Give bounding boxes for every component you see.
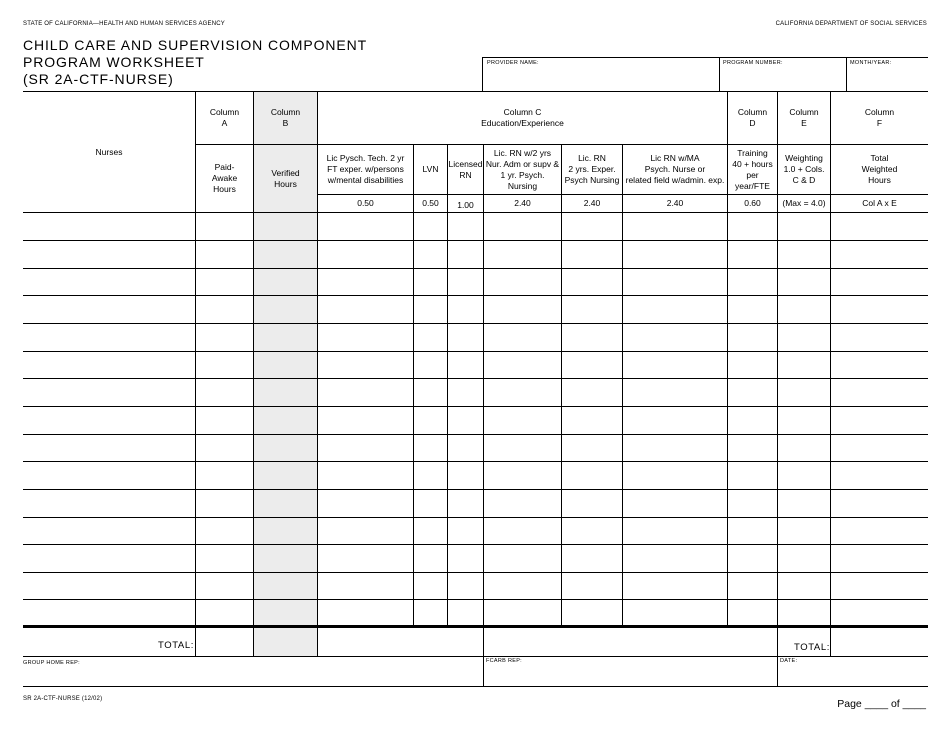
form-id: SR 2A-CTF-NURSE (12/02) xyxy=(23,696,103,702)
column-a-header: Column A xyxy=(209,107,240,128)
rn-psych-exper-header: Lic. RN 2 yrs. Exper. Psych Nursing xyxy=(564,153,620,185)
factor-lvn: 0.50 xyxy=(422,198,439,208)
factor-psych-tech: 0.50 xyxy=(357,198,374,208)
provider-name-field[interactable]: PROVIDER NAME: xyxy=(487,60,539,66)
program-number-field[interactable]: PROGRAM NUMBER: xyxy=(723,60,783,66)
paid-awake-hours-header: Paid- Awake Hours xyxy=(211,162,238,194)
agency-left: STATE OF CALIFORNIA—HEALTH AND HUMAN SERVICES AGENCY xyxy=(23,21,225,27)
column-c-header: Column C Education/Experience xyxy=(481,107,564,128)
factor-training: 0.60 xyxy=(744,198,761,208)
factor-rn-ma: 2.40 xyxy=(666,198,684,208)
column-d-header: Column D xyxy=(737,107,768,128)
date-field[interactable]: DATE: xyxy=(780,658,798,664)
rn-nursing-admin-header: Lic. RN w/2 yrs Nur. Adm or supv & 1 yr. Psych. Nursing xyxy=(485,147,560,191)
form-title-line3: (SR 2A-CTF-NURSE) xyxy=(23,71,174,87)
agency-right: CALIFORNIA DEPARTMENT OF SOCIAL SERVICES xyxy=(775,21,927,27)
form-title-line1: CHILD CARE AND SUPERVISION COMPONENT xyxy=(23,37,368,53)
training-header: Training 40 + hours per year/FTE xyxy=(732,147,773,191)
nurses-header: Nurses xyxy=(95,146,123,157)
psych-tech-header: Lic Pysch. Tech. 2 yr FT exper. w/persons w/mental disabilities xyxy=(326,153,405,185)
lvn-header: LVN xyxy=(422,164,439,174)
factor-rn-nursing-admin: 2.40 xyxy=(514,198,531,208)
column-f-header: Column F xyxy=(864,107,895,128)
total-label-right: TOTAL: xyxy=(794,642,830,653)
licensed-rn-header: Licensed RN xyxy=(448,158,483,180)
column-b-header: Column B xyxy=(270,107,301,128)
group-home-rep-field[interactable]: GROUP HOME REP: xyxy=(23,660,80,666)
total-weighted-hours-header: Total Weighted Hours xyxy=(861,153,898,185)
page-number: Page ____ of ____ xyxy=(837,698,926,710)
column-e-header: Column E xyxy=(789,107,819,128)
factor-total: Col A x E xyxy=(862,198,897,208)
form-title-line2: PROGRAM WORKSHEET xyxy=(23,54,205,70)
weighting-header: Weighting 1.0 + Cols. C & D xyxy=(783,153,825,185)
factor-licensed-rn: 1.00 xyxy=(457,200,474,210)
rn-ma-header: Lic RN w/MA Psych. Nurse or related field w/admin. exp. xyxy=(625,153,725,185)
fcarb-rep-field[interactable]: FCARB REP: xyxy=(486,658,523,664)
factor-rn-psych-exper: 2.40 xyxy=(583,198,601,208)
month-year-field[interactable]: MONTH/YEAR: xyxy=(850,60,892,66)
total-label-left: TOTAL: xyxy=(158,640,194,651)
factor-weighting: (Max = 4.0) xyxy=(782,198,826,208)
verified-hours-header: Verified Hours xyxy=(271,167,300,189)
